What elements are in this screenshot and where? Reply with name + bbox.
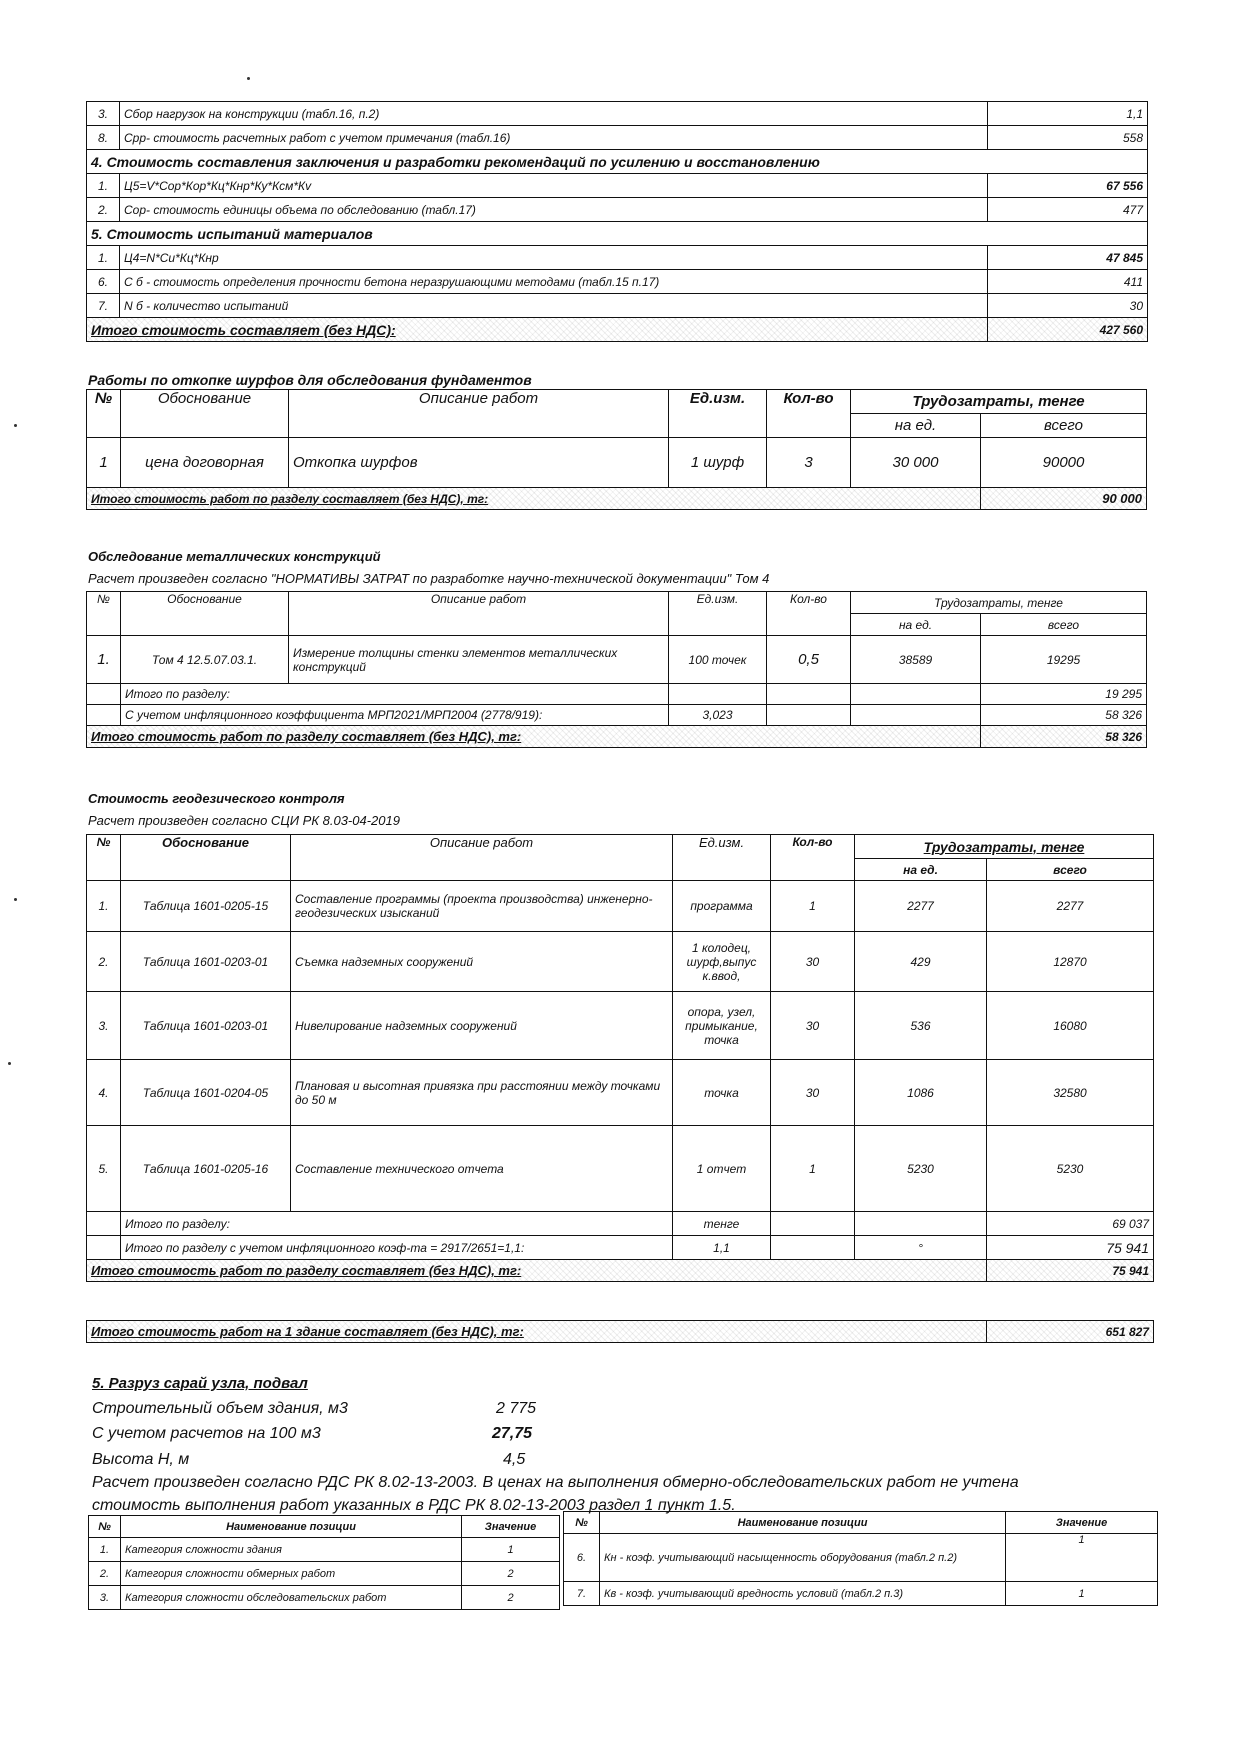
building-total-label: Итого стоимость работ на 1 здание составляет (без НДС), тг: — [87, 1321, 987, 1343]
row-text: Сбор нагрузок на конструкции (табл.16, п.2) — [120, 102, 988, 126]
col-header-name: Наименование позиции — [600, 1512, 1006, 1534]
total-value: 90 000 — [981, 488, 1147, 510]
col-header-labor: Трудозатраты, тенге — [851, 390, 1147, 414]
cell-name: Категория сложности здания — [121, 1538, 462, 1562]
col-header-no: № — [87, 592, 121, 636]
cell-unit: 1 отчет — [673, 1126, 771, 1212]
cell-basis: Таблица 1601-0205-15 — [121, 881, 291, 932]
inflation-coef: 3,023 — [669, 705, 767, 726]
cell-total: 16080 — [987, 992, 1154, 1060]
cell-total: 90000 — [981, 438, 1147, 488]
cell-qty: 3 — [767, 438, 851, 488]
inflation-label: Итого по разделу с учетом инфляционного коэф-та = 2917/2651=1,1: — [121, 1236, 673, 1260]
row-value: 47 845 — [988, 246, 1148, 270]
cell-basis: Таблица 1601-0203-01 — [121, 992, 291, 1060]
total-value: 58 326 — [981, 726, 1147, 748]
section-heading: 5. Стоимость испытаний материалов — [87, 222, 1148, 246]
cell-unit: 1 шурф — [669, 438, 767, 488]
row-value: 67 556 — [988, 174, 1148, 198]
cell-value: 1 — [462, 1538, 560, 1562]
cell-name: Кн - коэф. учитывающий насыщенность оборудования (табл.2 п.2) — [600, 1534, 1006, 1582]
row-number: 7. — [87, 294, 120, 318]
cell-no: 7. — [564, 1582, 600, 1606]
metal-title: Обследование металлических конструкций — [88, 549, 381, 564]
col-header-qty: Кол-во — [767, 592, 851, 636]
col-header-value: Значение — [1006, 1512, 1158, 1534]
row-number: 8. — [87, 126, 120, 150]
cell-per: 38589 — [851, 636, 981, 684]
section5-note-line2: стоимость выполнения работ указанных в РДС РК 8.02-13-2003 раздел 1 пункт 1.5. — [92, 1497, 736, 1514]
metal-subtitle: Расчет произведен согласно "НОРМАТИВЫ ЗАТРАТ по разработке научно-технической документации" Том 4 — [88, 571, 770, 586]
cell-no: 1. — [89, 1538, 121, 1562]
cell-desc: Плановая и высотная привязка при расстоянии между точками до 50 м — [291, 1060, 673, 1126]
cell-no: 1. — [87, 636, 121, 684]
cell-per: 30 000 — [851, 438, 981, 488]
cell-basis: Таблица 1601-0205-16 — [121, 1126, 291, 1212]
pits-title: Работы по откопке шурфов для обследования фундаментов — [88, 372, 532, 388]
cell-per: 5230 — [855, 1126, 987, 1212]
cell-total: 12870 — [987, 932, 1154, 992]
cell-unit: 1 колодец, шурф,выпус к.ввод, — [673, 932, 771, 992]
total-label: Итого стоимость работ по разделу составляет (без НДС), тг: — [87, 726, 981, 748]
subtotal-value: 19 295 — [981, 684, 1147, 705]
col-header-no: № — [564, 1512, 600, 1534]
cell-no: 4. — [87, 1060, 121, 1126]
total-value: 75 941 — [987, 1260, 1154, 1282]
cell-total: 2277 — [987, 881, 1154, 932]
row-number: 3. — [87, 102, 120, 126]
param-value: 4,5 — [503, 1451, 526, 1468]
total-label: Итого стоимость работ по разделу составляет (без НДС), тг: — [87, 488, 981, 510]
row-text: N б - количество испытаний — [120, 294, 988, 318]
subtotal-label: Итого по разделу: — [121, 684, 669, 705]
col-header-per: на ед. — [855, 859, 987, 881]
pits-table — [86, 389, 1146, 510]
col-header-no: № — [87, 835, 121, 881]
geo-title: Стоимость геодезического контроля — [88, 791, 345, 806]
cell-per: 536 — [855, 992, 987, 1060]
cell-desc: Составление технического отчета — [291, 1126, 673, 1212]
row-text: Ц4=N*Си*Кц*Кнр — [120, 246, 988, 270]
col-header-total: всего — [981, 614, 1147, 636]
cell-basis: цена договорная — [121, 438, 289, 488]
row-number: 6. — [87, 270, 120, 294]
summary-table — [86, 101, 1147, 342]
col-header-basis: Обоснование — [121, 592, 289, 636]
metal-table — [86, 591, 1146, 748]
col-header-labor: Трудозатраты, тенге — [855, 835, 1154, 859]
row-text: Ц5=V*Сор*Кор*Кц*Кнр*Ку*Кcм*Кv — [120, 174, 988, 198]
inflation-coef: 1,1 — [673, 1236, 771, 1260]
row-value: 1,1 — [988, 102, 1148, 126]
total-label: Итого стоимость составляет (без НДС): — [87, 318, 988, 342]
row-text: С б - стоимость определения прочности бетона неразрушающими методами (табл.15 п.17) — [120, 270, 988, 294]
cell-unit: программа — [673, 881, 771, 932]
cell-no: 2. — [87, 932, 121, 992]
col-header-per: на ед. — [851, 614, 981, 636]
section-heading: 4. Стоимость составления заключения и разработки рекомендаций по усилению и восстановлению — [87, 150, 1148, 174]
col-header-value: Значение — [462, 1516, 560, 1538]
subtotal-unit: тенге — [673, 1212, 771, 1236]
subtotal-label: Итого по разделу: — [121, 1212, 673, 1236]
cell-no: 1. — [87, 881, 121, 932]
col-header-unit: Ед.изм. — [669, 390, 767, 438]
cell-per: 2277 — [855, 881, 987, 932]
cell-unit: опора, узел, примыкание, точка — [673, 992, 771, 1060]
section5-note-line1: Расчет произведен согласно РДС РК 8.02-13-2003. В ценах на выполнения обмерно-обследовательских работ не учтена — [92, 1474, 1019, 1491]
cell-desc: Откопка шурфов — [289, 438, 669, 488]
cell-qty: 1 — [771, 881, 855, 932]
scan-dot — [247, 77, 250, 80]
inflation-mark: ° — [855, 1236, 987, 1260]
param-value: 2 775 — [496, 1400, 537, 1417]
cell-no: 1 — [87, 438, 121, 488]
param-label: Высота Н, м — [92, 1451, 190, 1468]
cell-name: Категория сложности обследовательских работ — [121, 1586, 462, 1610]
cell-value: 2 — [462, 1562, 560, 1586]
cell-total: 5230 — [987, 1126, 1154, 1212]
total-label: Итого стоимость работ по разделу составляет (без НДС), тг: — [87, 1260, 987, 1282]
col-header-total: всего — [987, 859, 1154, 881]
col-header-name: Наименование позиции — [121, 1516, 462, 1538]
cell-unit: точка — [673, 1060, 771, 1126]
row-value: 477 — [988, 198, 1148, 222]
cell-per: 1086 — [855, 1060, 987, 1126]
row-value: 30 — [988, 294, 1148, 318]
inflation-label: С учетом инфляционного коэффициента МРП2021/МРП2004 (2778/919): — [121, 705, 669, 726]
cell-no: 2. — [89, 1562, 121, 1586]
cell-no: 6. — [564, 1534, 600, 1582]
scan-dot — [14, 424, 17, 427]
col-header-unit: Ед.изм. — [669, 592, 767, 636]
cell-basis: Том 4 12.5.07.03.1. — [121, 636, 289, 684]
row-text: Сpp- стоимость расчетных работ с учетом примечания (табл.16) — [120, 126, 988, 150]
cell-value: 1 — [1006, 1582, 1158, 1606]
section5-right-table — [563, 1511, 1157, 1606]
col-header-basis: Обоснование — [121, 390, 289, 438]
building-total-table — [86, 1320, 1153, 1343]
col-header-desc: Описание работ — [291, 835, 673, 881]
cell-qty: 30 — [771, 992, 855, 1060]
cell-total: 19295 — [981, 636, 1147, 684]
row-text: Сор- стоимость единицы объема по обследованию (табл.17) — [120, 198, 988, 222]
cell-desc: Составление программы (проекта производства) инженерно-геодезических изысканий — [291, 881, 673, 932]
col-header-total: всего — [981, 414, 1147, 438]
geo-table — [86, 834, 1153, 1282]
cell-value: 1 — [1006, 1534, 1158, 1582]
cell-desc: Измерение толщины стенки элементов металлических конструкций — [289, 636, 669, 684]
cell-total: 32580 — [987, 1060, 1154, 1126]
cell-unit: 100 точек — [669, 636, 767, 684]
cell-basis: Таблица 1601-0204-05 — [121, 1060, 291, 1126]
inflation-value: 75 941 — [987, 1236, 1154, 1260]
param-value: 27,75 — [492, 1425, 533, 1442]
cell-name: Категория сложности обмерных работ — [121, 1562, 462, 1586]
cell-value: 2 — [462, 1586, 560, 1610]
row-value: 411 — [988, 270, 1148, 294]
subtotal-value: 69 037 — [987, 1212, 1154, 1236]
cell-no: 5. — [87, 1126, 121, 1212]
cell-basis: Таблица 1601-0203-01 — [121, 932, 291, 992]
cell-desc: Нивелирование надземных сооружений — [291, 992, 673, 1060]
col-header-basis: Обоснование — [121, 835, 291, 881]
cell-qty: 30 — [771, 932, 855, 992]
section5-left-table — [88, 1515, 559, 1610]
col-header-no: № — [89, 1516, 121, 1538]
row-number: 1. — [87, 246, 120, 270]
cell-no: 3. — [87, 992, 121, 1060]
col-header-desc: Описание работ — [289, 390, 669, 438]
col-header-no: № — [87, 390, 121, 438]
col-header-desc: Описание работ — [289, 592, 669, 636]
cell-desc: Съемка надземных сооружений — [291, 932, 673, 992]
row-number: 1. — [87, 174, 120, 198]
col-header-unit: Ед.изм. — [673, 835, 771, 881]
cell-no: 3. — [89, 1586, 121, 1610]
param-label: С учетом расчетов на 100 м3 — [92, 1425, 321, 1442]
section5-heading: 5. Разруз сарай узла, подвал — [92, 1375, 308, 1392]
scan-dot — [8, 1062, 11, 1065]
geo-subtitle: Расчет произведен согласно СЦИ РК 8.03-04-2019 — [88, 813, 400, 828]
param-label: Строительный объем здания, м3 — [92, 1400, 348, 1417]
cell-qty: 0,5 — [767, 636, 851, 684]
cell-name: Кв - коэф. учитывающий вредность условий (табл.2 п.3) — [600, 1582, 1006, 1606]
cell-qty: 1 — [771, 1126, 855, 1212]
cell-qty: 30 — [771, 1060, 855, 1126]
inflation-value: 58 326 — [981, 705, 1147, 726]
row-value: 558 — [988, 126, 1148, 150]
scan-dot — [14, 898, 17, 901]
row-number: 2. — [87, 198, 120, 222]
col-header-per: на ед. — [851, 414, 981, 438]
building-total-value: 651 827 — [987, 1321, 1154, 1343]
col-header-qty: Кол-во — [771, 835, 855, 881]
total-value: 427 560 — [988, 318, 1148, 342]
col-header-qty: Кол-во — [767, 390, 851, 438]
cell-per: 429 — [855, 932, 987, 992]
col-header-labor: Трудозатраты, тенге — [851, 592, 1147, 614]
